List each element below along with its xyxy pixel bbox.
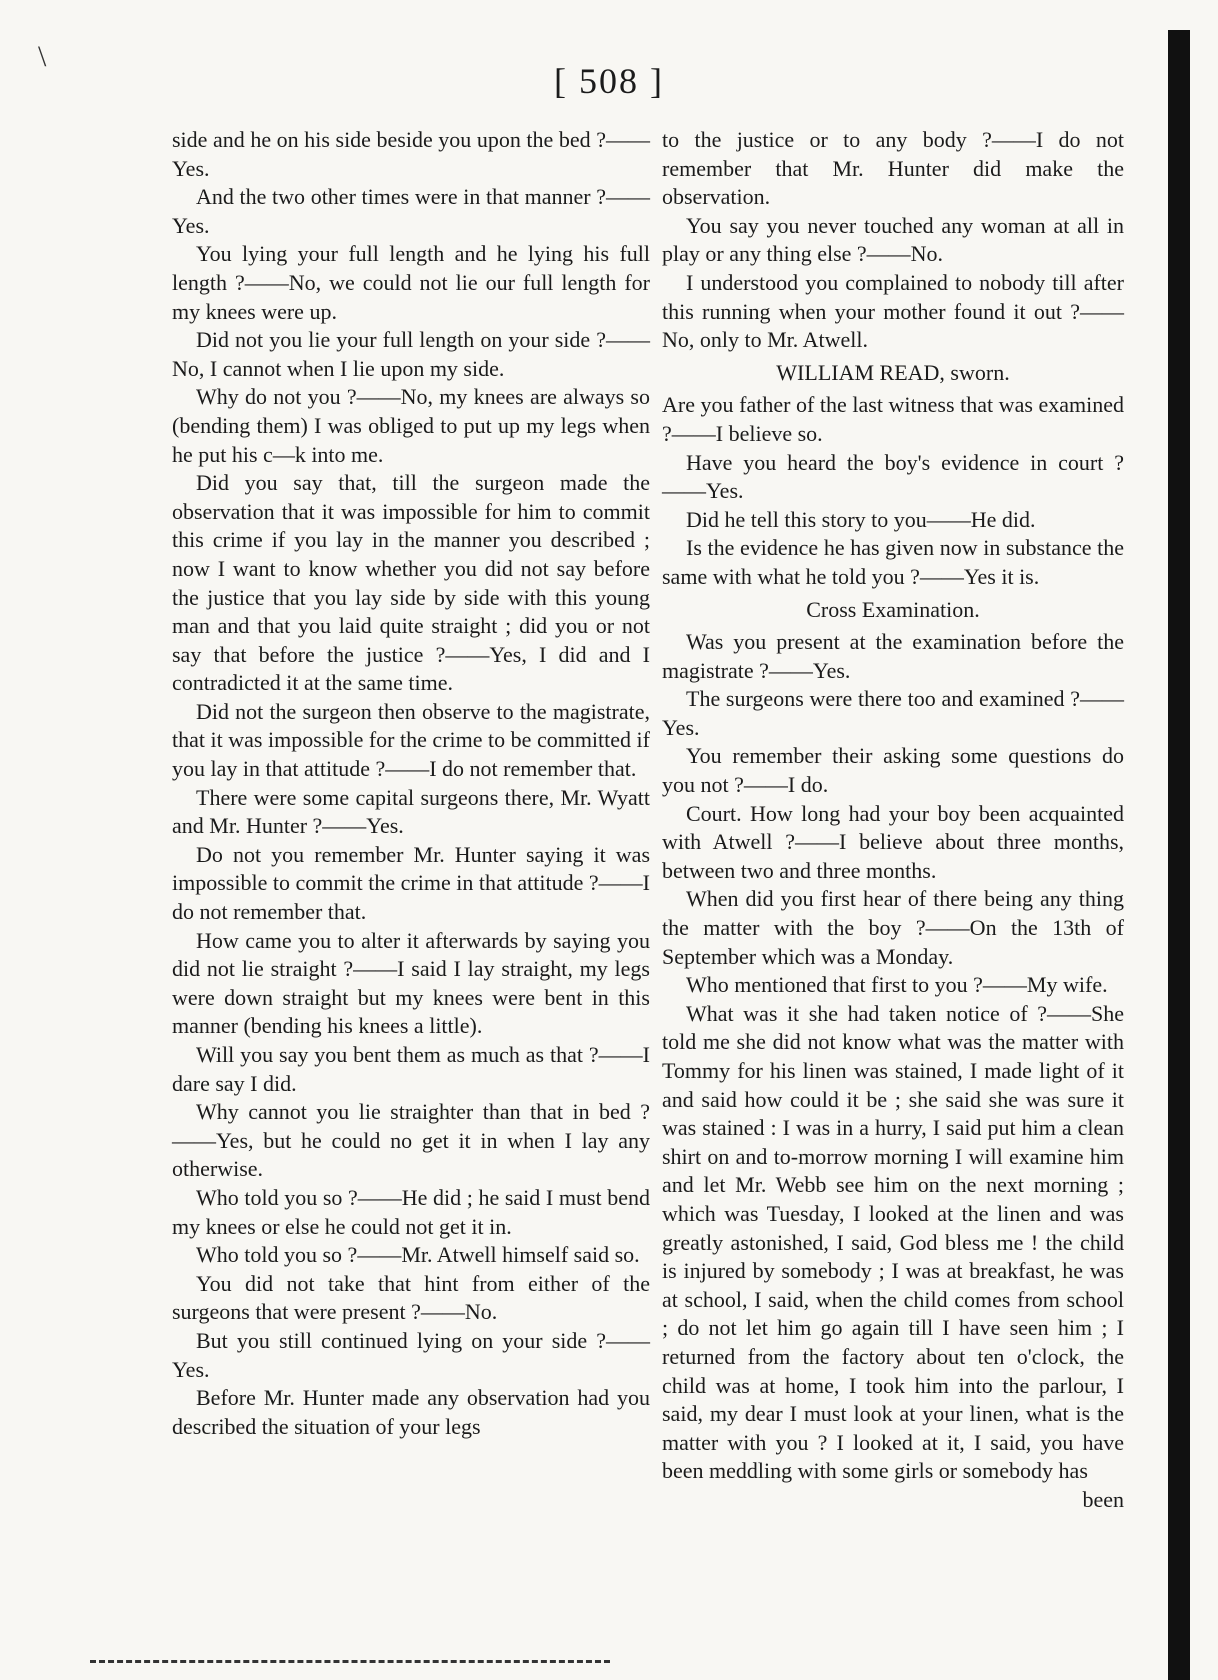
left-column [172, 126, 650, 1441]
section-heading: Cross Examination. [806, 596, 980, 622]
left-paragraph: Before Mr. Hunter made any observation had you described the situation of your legs [172, 1385, 650, 1439]
corner-mark: \ [38, 40, 47, 73]
footer-rule [90, 1660, 610, 1663]
right-paragraph: Are you father of the last witness that was examined ?——I believe so. [662, 392, 1124, 446]
right-paragraph: Who mentioned that first to you ?——My wife. [686, 972, 1108, 998]
left-paragraph: Who told you so ?——Mr. Atwell himself said so. [196, 1242, 640, 1268]
left-paragraph: But you still continued lying on your side ?——Yes. [172, 1327, 650, 1382]
right-paragraph: Was you present at the examination before the magistrate ?——Yes. [662, 629, 1124, 683]
right-paragraph: You remember their asking some questions do you not ?——I do. [662, 743, 1124, 798]
catchword: been [1082, 1486, 1124, 1512]
left-paragraph: There were some capital surgeons there, Mr. Wyatt and Mr. Hunter ?——Yes. [172, 784, 650, 839]
left-paragraph: You did not take that hint from either of the surgeons that were present ?——No. [172, 1270, 650, 1325]
left-paragraph: Do not you remember Mr. Hunter saying it was impossible to commit the crime in that attitude ?——I do not remember that. [172, 841, 650, 925]
page-number: [ 508 ] [554, 61, 664, 101]
right-paragraph: Have you heard the boy's evidence in court ?——Yes. [662, 449, 1124, 504]
right-paragraph: When did you first hear of there being any thing the matter with the boy ?——On the 13th of September which was a Monday. [662, 886, 1124, 969]
left-paragraph: Did not the surgeon then observe to the magistrate, that it was impossible for the crime to be committed if you lay in that attitude ?——I do not remember that. [172, 698, 650, 782]
right-column [662, 126, 1124, 1515]
right-paragraph: to the justice or to any body ?——I do not remember that Mr. Hunter did make the observation. [662, 127, 1124, 210]
left-paragraph: Did you say that, till the surgeon made the observation that it was impossible for him to commit this crime if you lay in the manner you described ; now I want to know whether you did not say before the justice that you lay side by side with this young man and that you laid quite straight ; did you or not say that before the justice ?——Yes, I did and I contradicted it at the same time. [172, 470, 650, 696]
left-paragraph: side and he on his side beside you upon the bed ?——Yes. [172, 127, 650, 181]
left-paragraph: Who told you so ?——He did ; he said I must bend my knees or else he could not get it in. [172, 1184, 650, 1239]
left-paragraph: And the two other times were in that manner ?——Yes. [172, 184, 650, 238]
right-paragraph: Court. How long had your boy been acquainted with Atwell ?——I believe about three months, between two and three months. [662, 800, 1124, 883]
right-paragraph: I understood you complained to nobody till after this running when your mother found it out ?——No, only to Mr. Atwell. [662, 269, 1124, 353]
section-heading: WILLIAM READ, sworn. [776, 359, 1010, 385]
right-paragraph: What was it she had taken notice of ?——She told me she did not know what was the matter with Tommy for his linen was stained, I made light of it and said how could it be ; she said she was sure it was stained : I was in a hurry, I said put him a clean shirt on and to-morrow morning I will examine him and let Mr. Webb see him on the next morning ; which was Tuesday, I looked at the linen and was greatly astonished, I said, God bless me ! the child is injured by somebody ; I was at breakfast, he was at school, I said, when the child comes from school ; do not let him go again till I have seen him ; I returned from the factory about ten o'clock, the child was at home, I took him into the parlour, I said, my dear I must look at your linen, what is the matter with you ? I looked at it, I said, you have been meddling with some girls or somebody has [662, 1000, 1124, 1484]
left-paragraph: Will you say you bent them as much as that ?——I dare say I did. [172, 1042, 650, 1096]
right-paragraph: Is the evidence he has given now in substance the same with what he told you ?——Yes it is. [662, 535, 1124, 589]
left-paragraph: Did not you lie your full length on your side ?——No, I cannot when I lie upon my side. [172, 327, 650, 381]
right-paragraph: Did he tell this story to you——He did. [686, 506, 1036, 532]
right-paragraph: The surgeons were there too and examined ?——Yes. [662, 686, 1124, 740]
left-paragraph: You lying your full length and he lying his full length ?——No, we could not lie our full length for my knees were up. [172, 241, 650, 324]
left-paragraph: Why do not you ?——No, my knees are always so (bending them) I was obliged to put up my legs when he put his c—k into me. [172, 384, 650, 467]
right-paragraph: You say you never touched any woman at all in play or any thing else ?——No. [662, 212, 1124, 267]
page-edge-shadow [1168, 30, 1190, 1680]
left-paragraph: How came you to alter it afterwards by saying you did not lie straight ?——I said I lay straight, my legs were down straight but my knees were bent in this manner (bending his knees a little). [172, 927, 650, 1039]
left-paragraph: Why cannot you lie straighter than that in bed ?——Yes, but he could no get it in when I lay any otherwise. [172, 1099, 650, 1182]
